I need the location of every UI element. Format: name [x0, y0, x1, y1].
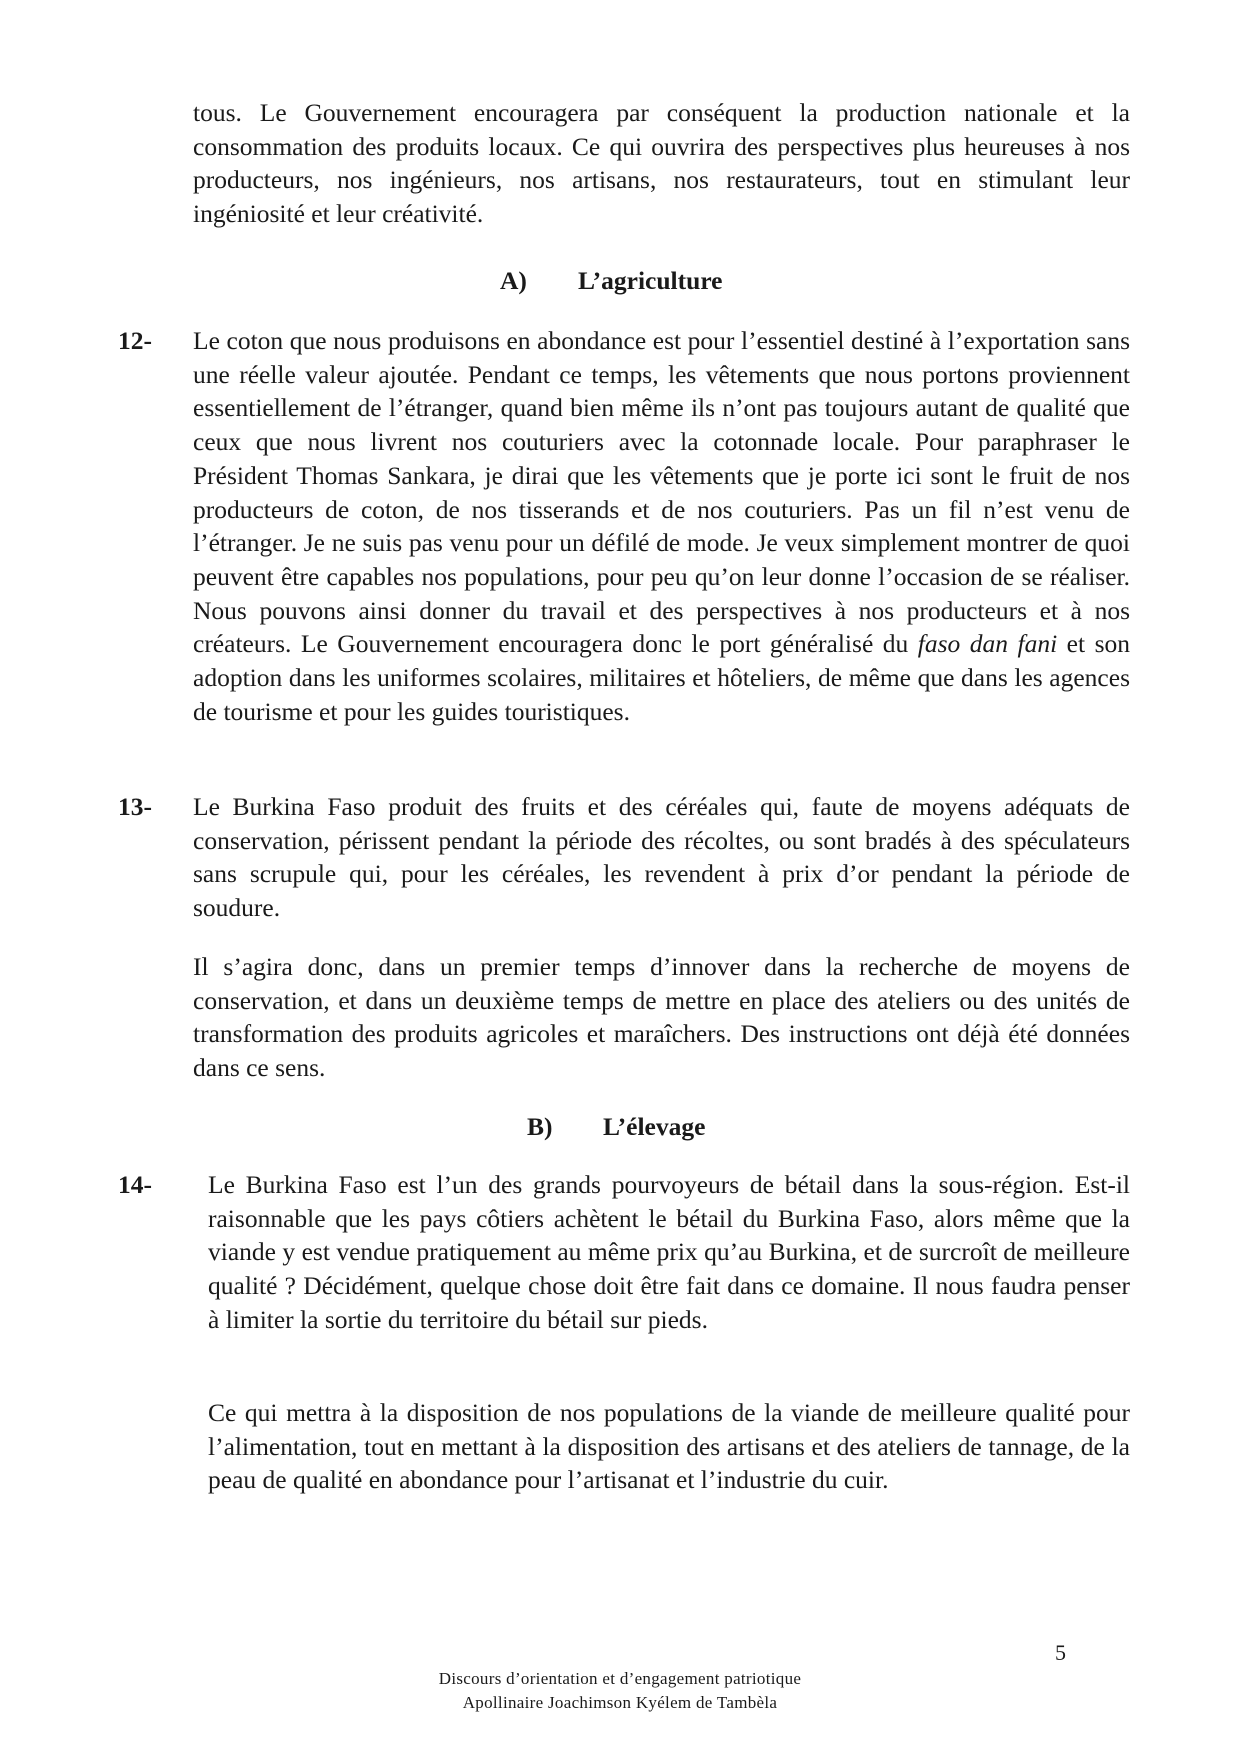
paragraph-number-13: 13- [118, 792, 152, 821]
paragraph-number-12: 12- [118, 326, 152, 355]
paragraph-14: Le Burkina Faso est l’un des grands pourvoyeurs de bétail dans la sous-région. Est-il raisonnable que les pays côtiers achètent le bétail du Burkina Faso, alors même que la viande y est vendue pratiquement au même prix qu’au Burkina, et de surcroît de meilleure qualité ? Décidément, quelque chose doit être fait dans ce domaine. Il nous faudra penser à limiter la sortie du territoire du bétail sur pieds. [208, 1170, 1130, 1334]
intro-paragraph: tous. Le Gouvernement encouragera par conséquent la production nationale et la consommation des produits locaux. Ce qui ouvrira des perspectives plus heureuses à nos producteurs, nos ingénieurs, nos artisans, nos restaurateurs, tout en stimulant leur ingéniosité et leur créativité. [193, 98, 1130, 229]
section-b-title: L’élevage [603, 1112, 706, 1141]
section-a-letter: A) [500, 266, 527, 295]
footer-author: Apollinaire Joachimson Kyélem de Tambèla [462, 1693, 778, 1712]
paragraph-13: Le Burkina Faso produit des fruits et des céréales qui, faute de moyens adéquats de conservation, périssent pendant la période des récoltes, ou sont bradés à des spéculateurs sans scrupule qui, pour les céréales, les revendent à prix d’or pendant la période de soudure. [193, 792, 1130, 923]
paragraph-13-continued: Il s’agira donc, dans un premier temps d’innover dans la recherche de moyens de conservation, et dans un deuxième temps de mettre en place des ateliers ou des unités de transformation des produits agricoles et maraîchers. Des instructions ont déjà été données dans ce sens. [193, 952, 1130, 1083]
paragraph-12-text-after: et son adoption dans les uniformes scolaires, militaires et hôteliers, de même que dans les agences de tourisme et pour les guides touristiques. [193, 629, 1130, 726]
page-number: 5 [1055, 1640, 1066, 1665]
footer-title: Discours d’orientation et d’engagement patriotique [438, 1669, 802, 1688]
paragraph-12-italic-term: faso dan fani [917, 629, 1058, 659]
paragraph-14-continued: Ce qui mettra à la disposition de nos populations de la viande de meilleure qualité pour l’alimentation, tout en mettant à la disposition des artisans et des ateliers de tannage, de la peau de qualité en abondance pour l’artisanat et l’industrie du cuir. [208, 1398, 1130, 1495]
paragraph-12 [193, 324, 1130, 728]
section-a-title: L’agriculture [578, 266, 723, 295]
paragraph-12-text-before: Le coton que nous produisons en abondance est pour l’essentiel destiné à l’exportation sans une réelle valeur ajoutée. Pendant ce temps, les vêtements que nous portons proviennent essentiellement de l’étranger, quand bien même ils n’ont pas toujours autant de qualité que ceux que nous livrent nos couturiers avec la cotonnade locale. Pour paraphraser le Président Thomas Sankara, je dirai que les vêtements que je porte ici sont le fruit de nos producteurs de coton, de nos tisserands et de nos couturiers. Pas un fil n’est venu de l’étranger. Je ne suis pas venu pour un défilé de mode. Je veux simplement montrer de quoi peuvent être capables nos populations, pour peu qu’on leur donne l’occasion de se réaliser. Nous pouvons ainsi donner du travail et des perspectives à nos producteurs et à nos créateurs. Le Gouvernement encouragera donc le port généralisé du [193, 326, 1130, 659]
section-b-letter: B) [527, 1112, 553, 1141]
paragraph-number-14: 14- [118, 1170, 152, 1199]
